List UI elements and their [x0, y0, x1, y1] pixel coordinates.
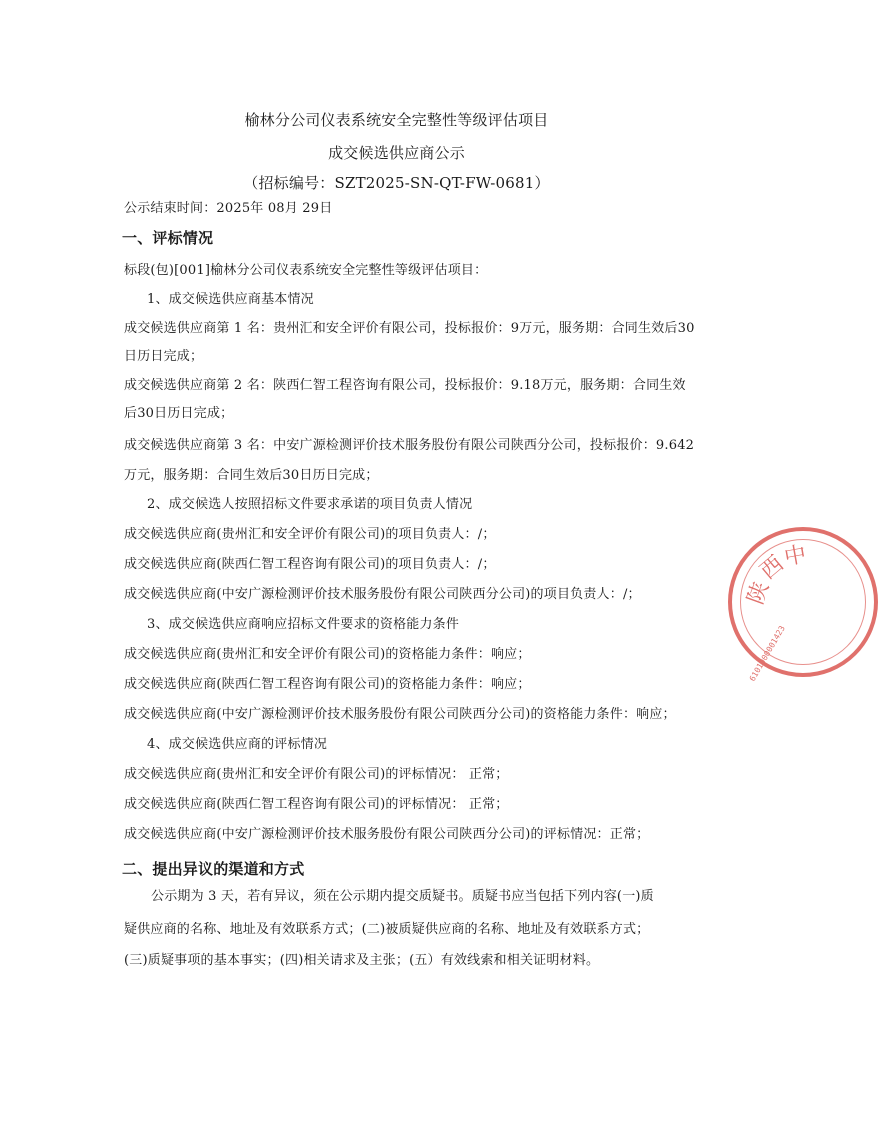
candidate-1-line-b: 日历日完成； [124, 349, 204, 364]
seal-number: 6101000001423 [747, 624, 787, 683]
announcement-end-time: 公示结束时间：2025年 08月 29日 [124, 201, 333, 216]
project-leader-3: 成交候选供应商(中安广源检测评价技术服务股份有限公司陕西分公司)的项目负责人：/； [124, 587, 641, 602]
candidate-3-line-b: 万元，服务期：合同生效后30日历日完成； [124, 468, 379, 483]
subheading-project-leader: 2、成交候选人按照招标文件要求承诺的项目负责人情况 [147, 497, 473, 512]
evaluation-2: 成交候选供应商(陕西仁智工程咨询有限公司)的评标情况： 正常； [124, 797, 509, 812]
seal-char-2: 西 [755, 551, 789, 585]
objection-line-c: (三)质疑事项的基本事实；(四)相关请求及主张；(五）有效线索和相关证明材料。 [124, 953, 600, 968]
section-heading-evaluation: 一、评标情况 [122, 229, 214, 247]
company-seal [728, 527, 878, 683]
seal-char-3: 中 [782, 542, 809, 571]
project-leader-1: 成交候选供应商(贵州汇和安全评价有限公司)的项目负责人：/； [124, 527, 496, 542]
lot-line: 标段(包)[001]榆林分公司仪表系统安全完整性等级评估项目： [124, 263, 488, 278]
project-leader-2: 成交候选供应商(陕西仁智工程咨询有限公司)的项目负责人：/； [124, 557, 496, 572]
qualification-2: 成交候选供应商(陕西仁智工程咨询有限公司)的资格能力条件：响应； [124, 677, 531, 692]
section-heading-objection: 二、提出异议的渠道和方式 [122, 860, 305, 878]
subheading-basic-info: 1、成交候选供应商基本情况 [147, 292, 314, 307]
candidate-3-line-a: 成交候选供应商第 3 名：中安广源检测评价技术服务股份有限公司陕西分公司，投标报价：9.642 [124, 438, 695, 453]
candidate-2-line-a: 成交候选供应商第 2 名：陕西仁智工程咨询有限公司，投标报价：9.18万元，服务期：合同生效 [124, 378, 686, 393]
qualification-3: 成交候选供应商(中安广源检测评价技术服务股份有限公司陕西分公司)的资格能力条件：响应； [124, 707, 676, 722]
seal-char-1: 陕 [743, 578, 775, 608]
candidate-1-line-a: 成交候选供应商第 1 名：贵州汇和安全评价有限公司，投标报价：9万元，服务期：合同生效后30 [124, 321, 695, 336]
evaluation-1: 成交候选供应商(贵州汇和安全评价有限公司)的评标情况： 正常； [124, 767, 509, 782]
subheading-evaluation: 4、成交候选供应商的评标情况 [147, 737, 328, 752]
tender-number: （招标编号：SZT2025-SN-QT-FW-0681） [243, 174, 550, 192]
document-subtitle: 成交候选供应商公示 [328, 144, 465, 162]
objection-line-a: 公示期为 3 天，若有异议，须在公示期内提交质疑书。质疑书应当包括下列内容(一)质 [151, 889, 654, 904]
evaluation-3: 成交候选供应商(中安广源检测评价技术服务股份有限公司陕西分公司)的评标情况：正常； [124, 827, 650, 842]
document-title: 榆林分公司仪表系统安全完整性等级评估项目 [244, 111, 549, 129]
qualification-1: 成交候选供应商(贵州汇和安全评价有限公司)的资格能力条件：响应； [124, 647, 531, 662]
objection-line-b: 疑供应商的名称、地址及有效联系方式；(二)被质疑供应商的名称、地址及有效联系方式； [124, 922, 650, 937]
subheading-qualification: 3、成交候选供应商响应招标文件要求的资格能力条件 [147, 617, 460, 632]
candidate-2-line-b: 后30日历日完成； [124, 406, 234, 421]
